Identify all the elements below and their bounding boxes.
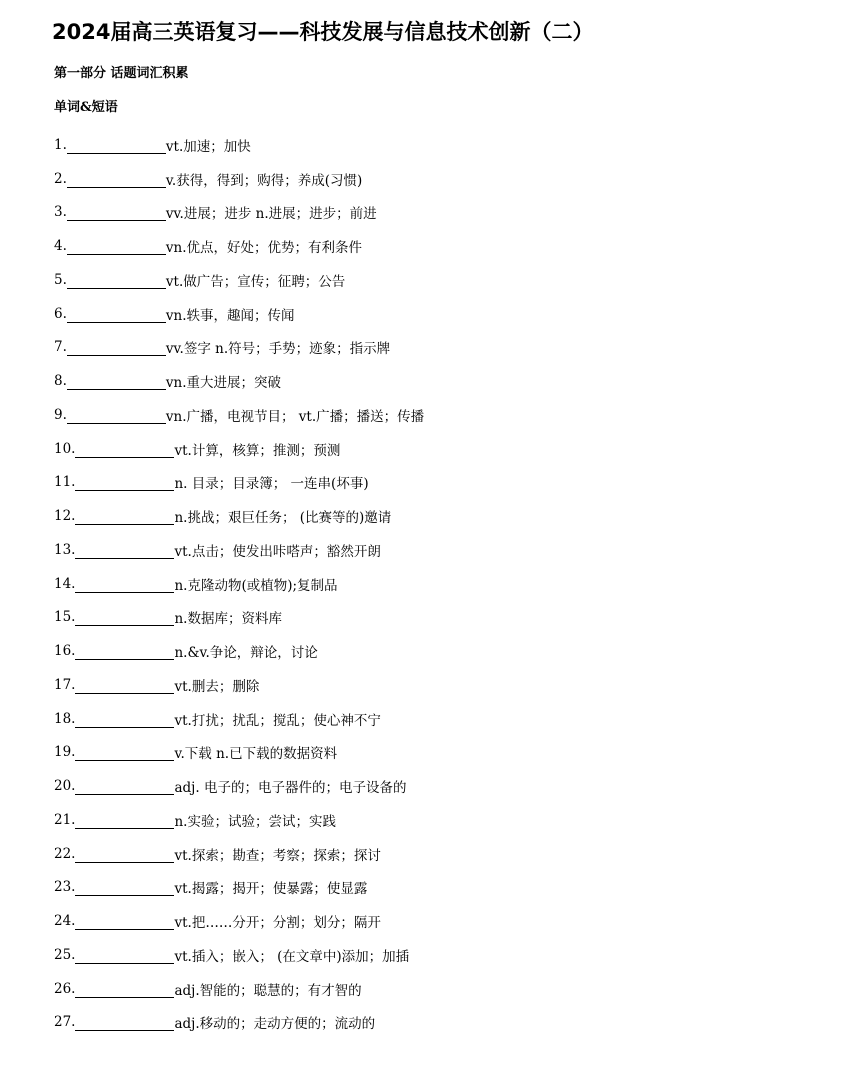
item-number: 13. xyxy=(54,541,76,558)
vocab-item xyxy=(54,972,424,1006)
vocab-item xyxy=(54,803,424,837)
answer-blank[interactable] xyxy=(75,712,174,728)
answer-blank[interactable] xyxy=(67,340,166,356)
answer-blank[interactable] xyxy=(75,847,174,863)
answer-blank[interactable] xyxy=(75,475,174,491)
vocab-item xyxy=(54,837,424,871)
item-definition: v.下载 n.已下载的数据资料 xyxy=(174,746,338,763)
item-number: 27. xyxy=(54,1014,76,1031)
item-number: 6. xyxy=(54,305,67,322)
subsection-heading: 单词&短语 xyxy=(54,100,118,115)
item-number: 4. xyxy=(54,238,67,255)
vocab-item xyxy=(54,466,424,500)
item-number: 24. xyxy=(54,913,76,930)
item-number: 7. xyxy=(54,339,67,356)
answer-blank[interactable] xyxy=(75,948,174,964)
item-number: 21. xyxy=(54,811,76,828)
answer-blank[interactable] xyxy=(75,914,174,930)
item-definition: n.挑战；艰巨任务； (比赛等的)邀请 xyxy=(174,510,392,527)
vocab-item xyxy=(54,938,424,972)
answer-blank[interactable] xyxy=(67,172,166,188)
item-number: 22. xyxy=(54,845,76,862)
item-number: 18. xyxy=(54,710,76,727)
answer-blank[interactable] xyxy=(67,307,166,323)
vocab-item xyxy=(54,702,424,736)
answer-blank[interactable] xyxy=(75,1015,174,1031)
vocab-item xyxy=(54,634,424,668)
item-definition: n.数据库；资料库 xyxy=(174,611,282,628)
item-number: 17. xyxy=(54,676,76,693)
item-definition: vt.删去；删除 xyxy=(174,678,260,695)
item-definition: vt.探索；勘查；考察；探索；探讨 xyxy=(174,847,381,864)
answer-blank[interactable] xyxy=(75,745,174,761)
item-definition: vn.优点，好处；优势；有利条件 xyxy=(165,240,363,257)
item-number: 26. xyxy=(54,980,76,997)
answer-blank[interactable] xyxy=(75,509,174,525)
answer-blank[interactable] xyxy=(75,678,174,694)
item-number: 11. xyxy=(54,474,76,491)
answer-blank[interactable] xyxy=(67,138,166,154)
item-number: 9. xyxy=(54,406,67,423)
answer-blank[interactable] xyxy=(75,644,174,660)
vocabulary-list xyxy=(54,128,424,1039)
item-definition: vt.插入；嵌入； (在文章中)添加；加插 xyxy=(174,948,410,965)
answer-blank[interactable] xyxy=(75,880,174,896)
answer-blank[interactable] xyxy=(67,408,166,424)
item-definition: vt.打扰；扰乱；搅乱；使心神不宁 xyxy=(174,712,381,729)
answer-blank[interactable] xyxy=(75,442,174,458)
vocab-item xyxy=(54,668,424,702)
vocab-item xyxy=(54,736,424,770)
item-definition: vt.揭露；揭开；使暴露；使显露 xyxy=(174,881,368,898)
answer-blank[interactable] xyxy=(75,543,174,559)
vocab-item xyxy=(54,432,424,466)
vocab-item xyxy=(54,904,424,938)
item-definition: n. 目录；目录簿； 一连串(坏事) xyxy=(174,476,369,493)
answer-blank[interactable] xyxy=(67,374,166,390)
vocab-item xyxy=(54,871,424,905)
answer-blank[interactable] xyxy=(67,205,166,221)
item-number: 16. xyxy=(54,643,76,660)
item-definition: vt.加速；加快 xyxy=(165,138,251,155)
item-definition: vv.签字 n.符号；手势；迹象；指示牌 xyxy=(165,341,391,358)
item-definition: adj. 电子的；电子器件的；电子设备的 xyxy=(174,780,407,797)
item-number: 20. xyxy=(54,778,76,795)
vocab-item xyxy=(54,533,424,567)
item-definition: n.克隆动物(或植物);复制品 xyxy=(174,577,338,594)
item-number: 23. xyxy=(54,879,76,896)
item-definition: vn.轶事，趣闻；传闻 xyxy=(165,307,295,324)
item-number: 3. xyxy=(54,204,67,221)
answer-blank[interactable] xyxy=(75,813,174,829)
item-definition: vt.点击；使发出咔嗒声；豁然开朗 xyxy=(174,543,381,560)
answer-blank[interactable] xyxy=(75,779,174,795)
item-number: 12. xyxy=(54,508,76,525)
vocab-item xyxy=(54,263,424,297)
item-definition: adj.移动的；走动方便的；流动的 xyxy=(174,1016,376,1033)
item-definition: adj.智能的；聪慧的；有才智的 xyxy=(174,982,362,999)
vocab-item xyxy=(54,162,424,196)
answer-blank[interactable] xyxy=(75,577,174,593)
answer-blank[interactable] xyxy=(75,982,174,998)
item-definition: vt.计算，核算；推测；预测 xyxy=(174,442,341,459)
item-definition: vt.把……分开；分割；划分；隔开 xyxy=(174,915,381,932)
item-definition: vn.重大进展；突破 xyxy=(165,375,282,392)
item-number: 15. xyxy=(54,609,76,626)
item-number: 1. xyxy=(54,136,67,153)
item-definition: vt.做广告；宣传；征聘；公告 xyxy=(165,273,346,290)
item-definition: vv.进展；进步 n.进展；进步；前进 xyxy=(165,206,377,223)
item-number: 25. xyxy=(54,946,76,963)
item-number: 14. xyxy=(54,575,76,592)
item-definition: vn.广播，电视节目； vt.广播；播送；传播 xyxy=(165,408,425,425)
item-definition: v.获得，得到；购得；养成(习惯) xyxy=(165,172,363,189)
answer-blank[interactable] xyxy=(67,273,166,289)
answer-blank[interactable] xyxy=(67,239,166,255)
item-number: 19. xyxy=(54,744,76,761)
vocab-item xyxy=(54,297,424,331)
vocab-item xyxy=(54,769,424,803)
answer-blank[interactable] xyxy=(75,610,174,626)
vocab-item xyxy=(54,331,424,365)
section-heading: 第一部分 话题词汇积累 xyxy=(54,66,189,81)
vocab-item xyxy=(54,499,424,533)
item-number: 5. xyxy=(54,271,67,288)
vocab-item xyxy=(54,398,424,432)
item-definition: n.实验；试验；尝试；实践 xyxy=(174,813,336,830)
page-title: 2024届高三英语复习——科技发展与信息技术创新（二） xyxy=(52,20,594,44)
item-number: 2. xyxy=(54,170,67,187)
vocab-item xyxy=(54,229,424,263)
vocab-item xyxy=(54,364,424,398)
vocab-item xyxy=(54,196,424,230)
vocab-item xyxy=(54,601,424,635)
vocab-item xyxy=(54,567,424,601)
item-definition: n.&v.争论，辩论，讨论 xyxy=(174,645,318,662)
item-number: 8. xyxy=(54,373,67,390)
vocab-item xyxy=(54,1006,424,1040)
item-number: 10. xyxy=(54,440,76,457)
vocab-item xyxy=(54,128,424,162)
